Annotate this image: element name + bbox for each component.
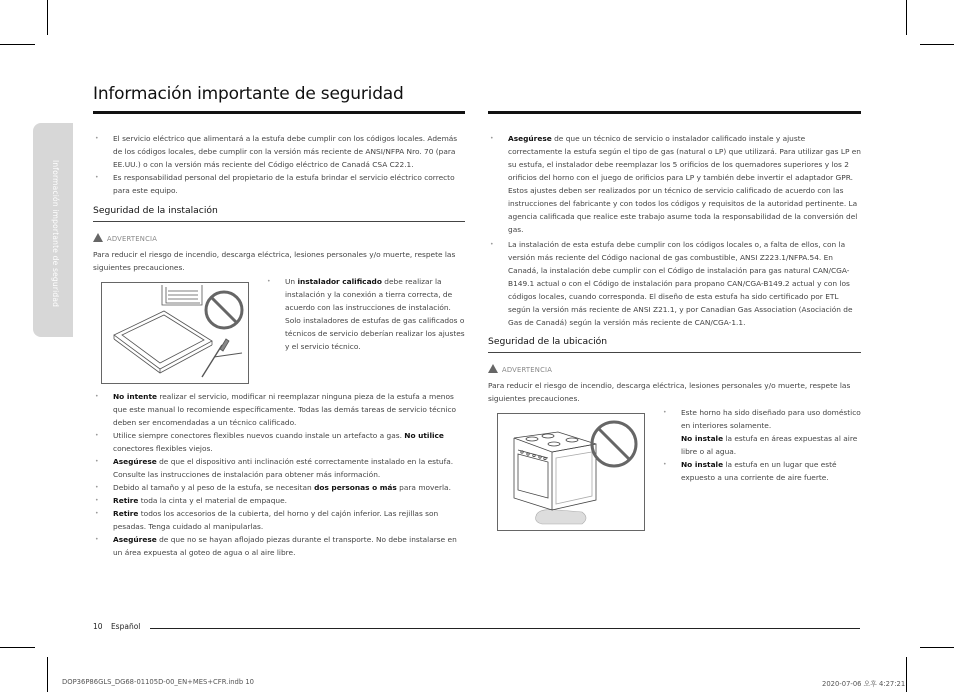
list-item: • La instalación de esta estufa debe cumplir con los códigos locales o, a falta de ellos, con la versión más reciente del Código nacional de gas combustible, ANSI Z223.1/NFPA.54. En Canadá, la instalación debe cumplir con el Código de instalación para gas natural CAN/CGA-B149.1 actual o con el Código de instalación para propano CAN/CGA-B149.2 actual y con los códigos locales, cuando corresponda. El diseño de esta estufa ha sido certificado por ETL según la versión más reciente de ANSI Z21.1, y por Canadian Gas Association (Asociación de Gas de Canadá) según la versión más reciente de CAN/CGA-1.1. xyxy=(488,238,861,329)
range-outdoor-icon xyxy=(498,414,644,530)
warning-icon xyxy=(93,233,103,242)
title-rule-left xyxy=(93,111,465,114)
prohibition-icon xyxy=(592,422,636,466)
list-item: • Es responsabilidad personal del propietario de la estufa brindar el servicio eléctrico correcto para este equipo. xyxy=(93,171,465,197)
crop-mark xyxy=(47,0,48,35)
print-slug-file: DOP36P86GLS_DG68-01105D-00_EN+MES+CFR.indb 10 xyxy=(62,678,254,686)
title-rule-right xyxy=(488,111,861,114)
crop-mark xyxy=(906,0,907,35)
list-item: • Asegúrese de que el dispositivo anti inclinación esté correctamente instalado en la estufa. Consulte las instrucciones de instalación para obtener más información. xyxy=(93,455,465,481)
list-item: • Debido al tamaño y al peso de la estufa, se necesitan dos personas o más para moverla. xyxy=(93,481,465,494)
list-item: • Un instalador calificado debe realizar la instalación y la conexión a tierra correcta, de acuerdo con las instrucciones de instalación. Solo instaladores de estufas de gas calificados o técnicos de servicio deberían realizar los ajustes y el servicio técnico. xyxy=(265,275,465,353)
installer-illustration xyxy=(101,282,249,384)
warning-icon xyxy=(488,364,498,373)
warning-label: ADVERTENCIA xyxy=(93,233,157,243)
install-heading: Seguridad de la instalación xyxy=(93,205,218,216)
crop-mark xyxy=(47,657,48,692)
crop-mark xyxy=(0,44,35,45)
section-side-tab-label: Información importante de seguridad xyxy=(51,160,60,308)
list-item: • No intente realizar el servicio, modificar ni reemplazar ninguna pieza de la estufa a menos que este manual lo recomiende específicamente. Todas las demás tareas de servicio técnico deben ser encomendadas a un técnico calificado. xyxy=(93,390,465,429)
location-heading: Seguridad de la ubicación xyxy=(488,336,608,347)
prohibition-icon xyxy=(206,292,242,328)
list-item: • No instale la estufa en un lugar que esté expuesto a una corriente de aire fuerte. xyxy=(661,458,861,484)
install-heading-rule xyxy=(93,221,465,222)
list-item: • Este horno ha sido diseñado para uso doméstico en interiores solamente. No instale la estufa en áreas expuestas al aire libre o al agua. xyxy=(661,406,861,458)
page-title: Información importante de seguridad xyxy=(93,84,404,104)
installer-bullet xyxy=(265,275,465,353)
location-heading-rule xyxy=(488,352,861,353)
range-illustration xyxy=(497,413,645,531)
page-language: Español xyxy=(110,622,141,631)
oven-door-tools-icon xyxy=(102,283,248,383)
list-item: • Asegúrese de que no se hayan aflojado piezas durante el transporte. No debe instalarse en un área expuesta al goteo de agua o al aire libre. xyxy=(93,533,465,559)
list-item: • El servicio eléctrico que alimentará a la estufa debe cumplir con los códigos locales. Además de los códigos locales, debe cumplir con la versión más reciente de ANSI/NFPA Nro. 70 (para EE.UU.) o con la versión más reciente del Código eléctrico de Canadá CSA C22.1. xyxy=(93,132,465,171)
right-bullets xyxy=(488,132,861,329)
page-footer xyxy=(93,622,140,631)
left-bullets xyxy=(93,390,465,559)
list-item: • Utilice siempre conectores flexibles nuevos cuando instale un artefacto a gas. No utilice conectores flexibles viejos. xyxy=(93,429,465,455)
list-item: • Retire todos los accesorios de la cubierta, del horno y del cajón inferior. Las rejillas son pesadas. Tenga cuidado al manipularlas. xyxy=(93,507,465,533)
crop-mark xyxy=(0,647,35,648)
warning-text: Para reducir el riesgo de incendio, descarga eléctrica, lesiones personales y/o muerte, respete las siguientes precauciones. xyxy=(93,250,456,272)
page-number: 10 xyxy=(93,622,103,631)
crop-mark xyxy=(920,647,954,648)
footer-rule xyxy=(150,628,860,629)
warning-text: Para reducir el riesgo de incendio, descarga eléctrica, lesiones personales y/o muerte, respete las siguientes precauciones. xyxy=(488,381,851,403)
location-bullets xyxy=(661,406,861,484)
crop-mark xyxy=(920,44,954,45)
crop-mark xyxy=(906,657,907,692)
left-intro xyxy=(93,132,465,197)
print-slug-timestamp: 2020-07-06 오후 4:27:21 xyxy=(822,680,906,688)
list-item: • Retire toda la cinta y el material de empaque. xyxy=(93,494,465,507)
list-item: • Asegúrese de que un técnico de servicio o instalador calificado instale y ajuste correctamente la estufa según el tipo de gas (natural o LP) que utilizará. Para utilizar gas LP en su estufa, el instalador debe reemplazar los 5 orificios de los quemadores superiores y los 2 orificios del horno con el juego de orificios para LP y también debe invertir el adaptador GPR. Estos ajustes deben ser realizados por un técnico de servicio calificado de acuerdo con las instrucciones del fabricante y con todos los códigos y requisitos de la autoridad pertinente. La agencia calificada que realice este trabajo asume toda la responsabilidad de la conversión del gas. xyxy=(488,132,861,236)
warning-label: ADVERTENCIA xyxy=(488,364,552,374)
